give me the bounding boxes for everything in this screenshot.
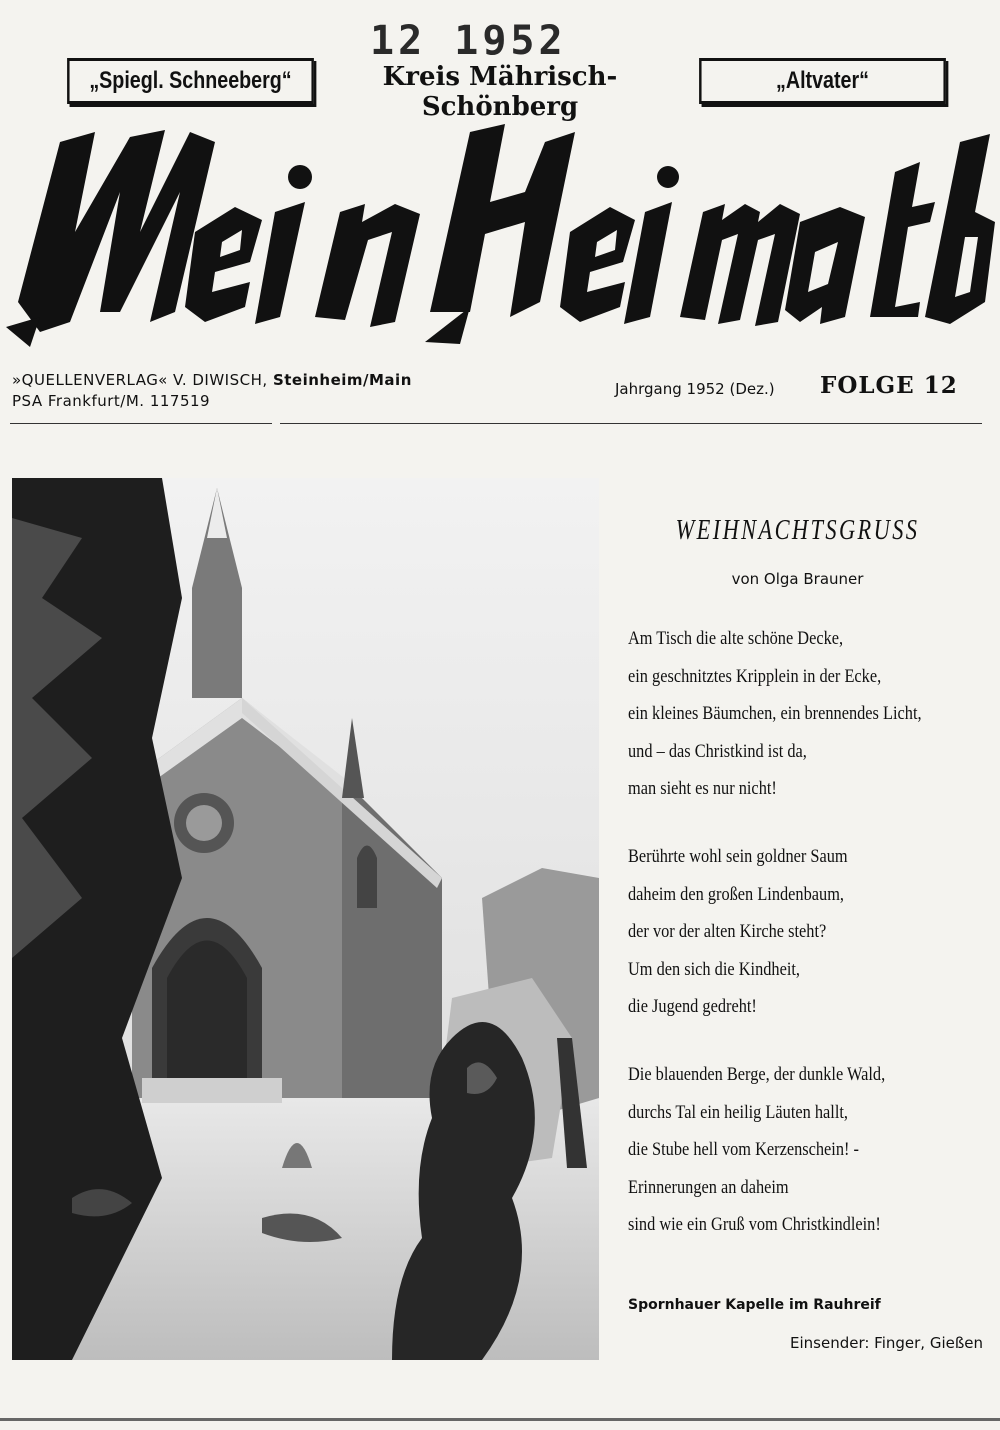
- poem-line: die Jugend gedreht!: [628, 996, 757, 1017]
- masthead-logo: [0, 112, 1000, 352]
- regional-box-left: „Spiegl. Schneeberg“: [67, 58, 314, 104]
- poem-title: WEIHNACHTSGRUSS: [675, 515, 920, 546]
- poem-line: Berührte wohl sein goldner Saum: [628, 846, 848, 867]
- poem-line: Am Tisch die alte schöne Decke,: [628, 628, 844, 649]
- header-divider-right: [280, 423, 982, 424]
- poem-line: Um den sich die Kindheit,: [628, 958, 800, 980]
- chapel-illustration: [12, 478, 599, 1360]
- poem-line: sind wie ein Gruß vom Christkindlein!: [628, 1214, 881, 1235]
- page-bottom-edge: [0, 1418, 1000, 1421]
- photo-sender: Einsender: Finger, Gießen: [790, 1334, 984, 1352]
- poem-line: man sieht es nur nicht!: [628, 778, 777, 799]
- poem-line: die Stube hell vom Kerzenschein! -: [628, 1139, 859, 1160]
- poem-line: durchs Tal ein heilig Läuten hallt,: [628, 1101, 848, 1123]
- poem-line: der vor der alten Kirche steht?: [628, 921, 827, 942]
- poem-line: ein kleines Bäumchen, ein brennendes Licht,: [628, 703, 922, 724]
- district-title: Kreis Mährisch-Schönberg: [382, 62, 618, 122]
- publisher-name: »QUELLENVERLAG« V. DIWISCH,: [12, 371, 268, 389]
- chapel-photo: [12, 478, 599, 1360]
- regional-box-right: „Altvater“: [699, 58, 946, 104]
- issue-year: Jahrgang 1952 (Dez.): [615, 380, 775, 398]
- poem-line: ein geschnitztes Kripplein in der Ecke,: [628, 665, 882, 687]
- photo-caption: Spornhauer Kapelle im Rauhreif: [628, 1297, 881, 1313]
- poem-line: daheim den großen Lindenbaum,: [628, 883, 844, 905]
- poem-stanza-3: [628, 1056, 946, 1244]
- poem-line: und – das Christkind ist da,: [628, 740, 807, 762]
- poem-author: von Olga Brauner: [731, 570, 864, 588]
- masthead-blackletter: [0, 112, 1000, 352]
- poem-stanza-1: [628, 620, 946, 808]
- poem-line: Die blauenden Berge, der dunkle Wald,: [628, 1064, 886, 1085]
- poem-stanza-2: [628, 838, 946, 1026]
- poem-line: Erinnerungen an daheim: [628, 1176, 789, 1198]
- issue-number: FOLGE 12: [820, 372, 958, 399]
- date-stamp: 12 1952: [370, 18, 567, 64]
- header-divider-left: [10, 423, 272, 424]
- publisher-place: Steinheim/Main: [272, 371, 412, 389]
- publisher-info: [12, 370, 412, 412]
- psa-number: PSA Frankfurt/M. 117519: [12, 392, 211, 410]
